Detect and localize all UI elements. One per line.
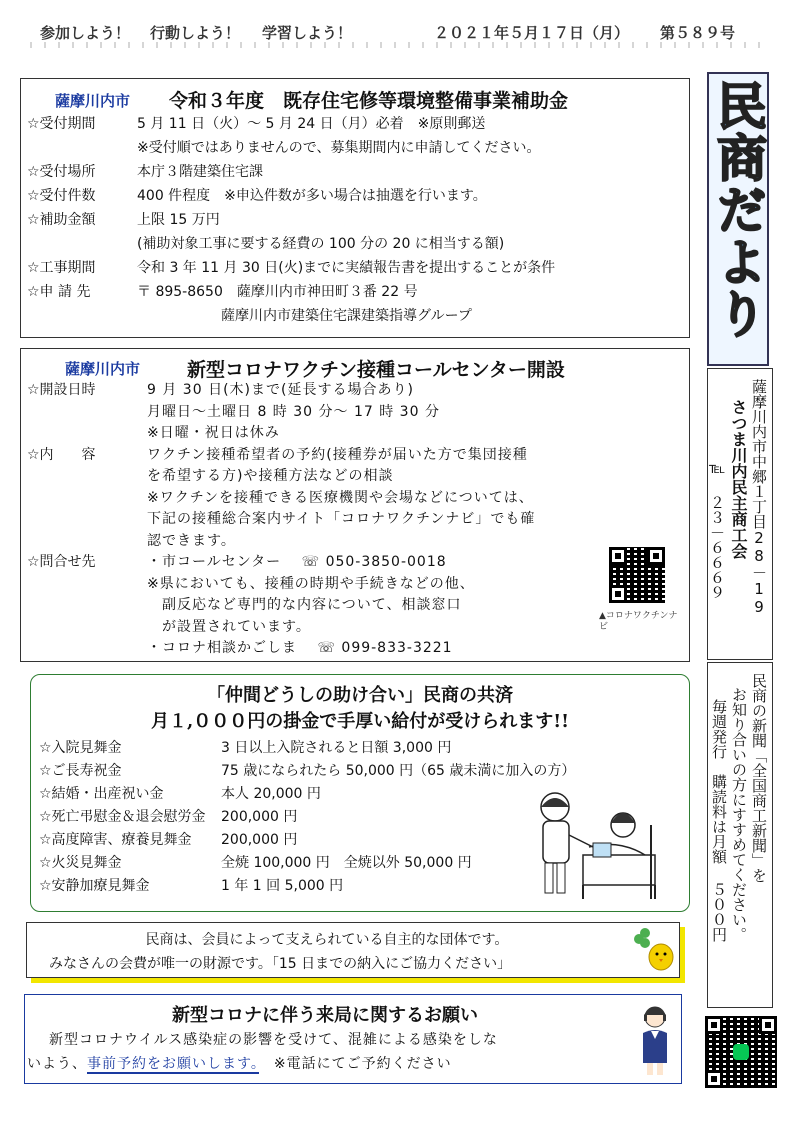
kyosai-item-label: ☆入院見舞金: [39, 740, 122, 756]
kyosai-item-label: ☆結婚・出産祝い金: [39, 786, 164, 802]
paper-promo-line-3: 毎週発行 購読料は月額 ５００円: [710, 699, 728, 942]
vaccine-row-label: ☆開設日時: [27, 382, 96, 398]
subsidy-row-label: ☆工事期間: [27, 260, 96, 276]
vaccine-title: 新型コロナワクチン接種コールセンター開設: [187, 359, 565, 381]
vaccine-row-value: 9 月 30 日(木)まで(延長する場合あり): [147, 382, 414, 398]
organization-address-box: [707, 368, 773, 660]
kyosai-item-label: ☆安静加療見舞金: [39, 878, 150, 894]
subsidy-notice: [20, 78, 690, 338]
request-line-2-start: いよう、: [27, 1056, 87, 1072]
line-qr-code[interactable]: [705, 1016, 777, 1088]
vaccine-row-value: ワクチン接種希望者の予約(接種券が届いた方で集団接種: [147, 446, 528, 463]
staff-woman-icon: [637, 1003, 673, 1077]
org-name: さつま川内民主商工会: [729, 399, 748, 559]
issue-number: 第５８９号: [660, 24, 736, 42]
vaccine-row-value: 下記の接種総合案内サイト「コロナワクチンナビ」でも確: [147, 511, 536, 527]
vaccine-row-value: が設置されています。: [147, 618, 311, 635]
kyosai-item-value: 全焼 100,000 円 全焼以外 50,000 円: [221, 855, 472, 871]
kyosai-item-value: 1 年 1 回 5,000 円: [221, 878, 344, 894]
vaccine-row-value: ※ワクチンを接種できる医療機関や会場などについては、: [147, 489, 534, 506]
kyosai-title: 「仲間どうしの助け合い」民商の共済: [207, 685, 513, 706]
subsidy-row-label: ☆受付件数: [27, 188, 96, 204]
slogan-join: 参加しよう！: [40, 24, 131, 42]
kyosai-item-value: 200,000 円: [221, 809, 298, 825]
subsidy-row-value: 400 件程度 ※申込件数が多い場合は抽選を行います。: [137, 188, 487, 204]
vaccine-city: 薩摩川内市: [65, 360, 141, 378]
qr-caption: ▲コロナワクチンナビ: [599, 611, 678, 632]
request-line-1: 新型コロナウイルス感染症の影響を受けて、混雑による感染をしな: [49, 1032, 498, 1048]
subsidy-row-value: ※受付順ではありませんので、募集期間内に申請してください。: [137, 140, 541, 156]
kyosai-item-label: ☆死亡弔慰金＆退会慰労金: [39, 809, 206, 825]
line-logo-icon: [733, 1044, 749, 1060]
subsidy-row-value: 上限 15 万円: [137, 212, 220, 228]
kyosai-item-label: ☆ご長寿祝金: [39, 763, 122, 779]
vaccine-row-label: ☆問合せ先: [27, 554, 96, 570]
paper-promo-line-2: お知り合いの方にすすめてください。: [730, 687, 748, 942]
newsletter-masthead: [707, 72, 769, 366]
subsidy-row-label: ☆補助金額: [27, 212, 96, 228]
kyosai-item-value: 75 歳になられたら 50,000 円（65 歳未満に加入の方）: [221, 763, 576, 779]
masthead-title: 民商だより: [709, 80, 768, 340]
slogan-learn: 学習しよう！: [262, 24, 353, 42]
subsidy-row-value: 薩摩川内市建築住宅課建築指導グループ: [137, 308, 472, 324]
vaccine-row-value: ・コロナ相談かごしま ☏ 099-833-3221: [147, 640, 453, 656]
subsidy-city: 薩摩川内市: [55, 92, 131, 110]
vaccine-row-value: ※県においても、接種の時期や手続きなどの他、: [147, 575, 475, 592]
reservation-emphasis: 事前予約をお願いします。: [87, 1056, 259, 1072]
vaccine-navi-qr: [609, 547, 665, 603]
hospital-visit-illustration: [523, 785, 663, 903]
vaccine-row-value: 副反応など専門的な内容について、相談窓口: [147, 597, 462, 613]
vaccine-row-value: ・市コールセンター ☏ 050-3850-0018: [147, 554, 447, 570]
org-address: 薩摩川内市中郷１丁目28－19: [750, 379, 768, 616]
kyosai-panel: [30, 674, 690, 912]
chick-mascot-icon: [631, 927, 675, 973]
subsidy-row-label: ☆受付場所: [27, 164, 96, 180]
header-divider: [30, 42, 760, 48]
subsidy-row-value: (補助対象工事に要する経費の 100 分の 20 に相当する額): [137, 236, 505, 252]
kyosai-item-label: ☆高度障害、療養見舞金: [39, 832, 192, 848]
subsidy-row-value: 〒 895-8650 薩摩川内市神田町３番 22 号: [137, 284, 418, 300]
vaccine-row-value: を希望する方)や接種方法などの相談: [147, 468, 394, 484]
vaccine-row-value: 認できます。: [147, 532, 236, 549]
dues-line-2: みなさんの会費が唯一の財源です。「15 日までの納入にご協力ください」: [49, 956, 512, 972]
subsidy-row-value: 5 月 11 日（火）～ 5 月 24 日（月）必着 ※原則郵送: [137, 116, 486, 132]
kyosai-item-value: 200,000 円: [221, 832, 298, 848]
request-title: 新型コロナに伴う来局に関するお願い: [172, 1005, 478, 1026]
dues-line-1: 民商は、会員によって支えられている自主的な団体です。: [145, 932, 509, 948]
subsidy-row-label: ☆申 請 先: [27, 284, 91, 300]
vaccine-row-value: ※日曜・祝日は休み: [147, 425, 280, 441]
newspaper-promo-box: [707, 662, 773, 1008]
slogan-act: 行動しよう！: [150, 24, 241, 42]
kyosai-item-value: 本人 20,000 円: [221, 786, 321, 802]
kyosai-subtitle: 月１,０００円の掛金で手厚い給付が受けられます!!: [150, 711, 570, 732]
kyosai-item-value: 3 日以上入院されると日額 3,000 円: [221, 740, 452, 756]
org-phone: ℡ ２３－６６６９: [708, 459, 726, 600]
subsidy-row-value: 本庁３階建築住宅課: [137, 164, 263, 180]
subsidy-title: 令和３年度 既存住宅修等環境整備事業補助金: [169, 90, 569, 112]
visit-request-notice: [24, 994, 682, 1084]
vaccine-notice: [20, 348, 690, 662]
subsidy-row-value: 令和 3 年 11 月 30 日(火)までに実績報告書を提出することが条件: [137, 260, 556, 276]
kyosai-item-label: ☆火災見舞金: [39, 855, 122, 871]
issue-date: ２０２１年５月１７日（月）: [434, 24, 630, 42]
vaccine-row-label: ☆内 容: [27, 446, 96, 463]
paper-promo-line-1: 民商の新聞「全国商工新聞」を: [750, 673, 768, 883]
request-phone-note: ※電話にてご予約ください: [258, 1056, 452, 1072]
subsidy-row-label: ☆受付期間: [27, 116, 96, 132]
dues-notice: [26, 922, 680, 978]
vaccine-row-value: 月曜日～土曜日 8 時 30 分～ 17 時 30 分: [147, 403, 440, 420]
request-line-2: [27, 1053, 452, 1073]
